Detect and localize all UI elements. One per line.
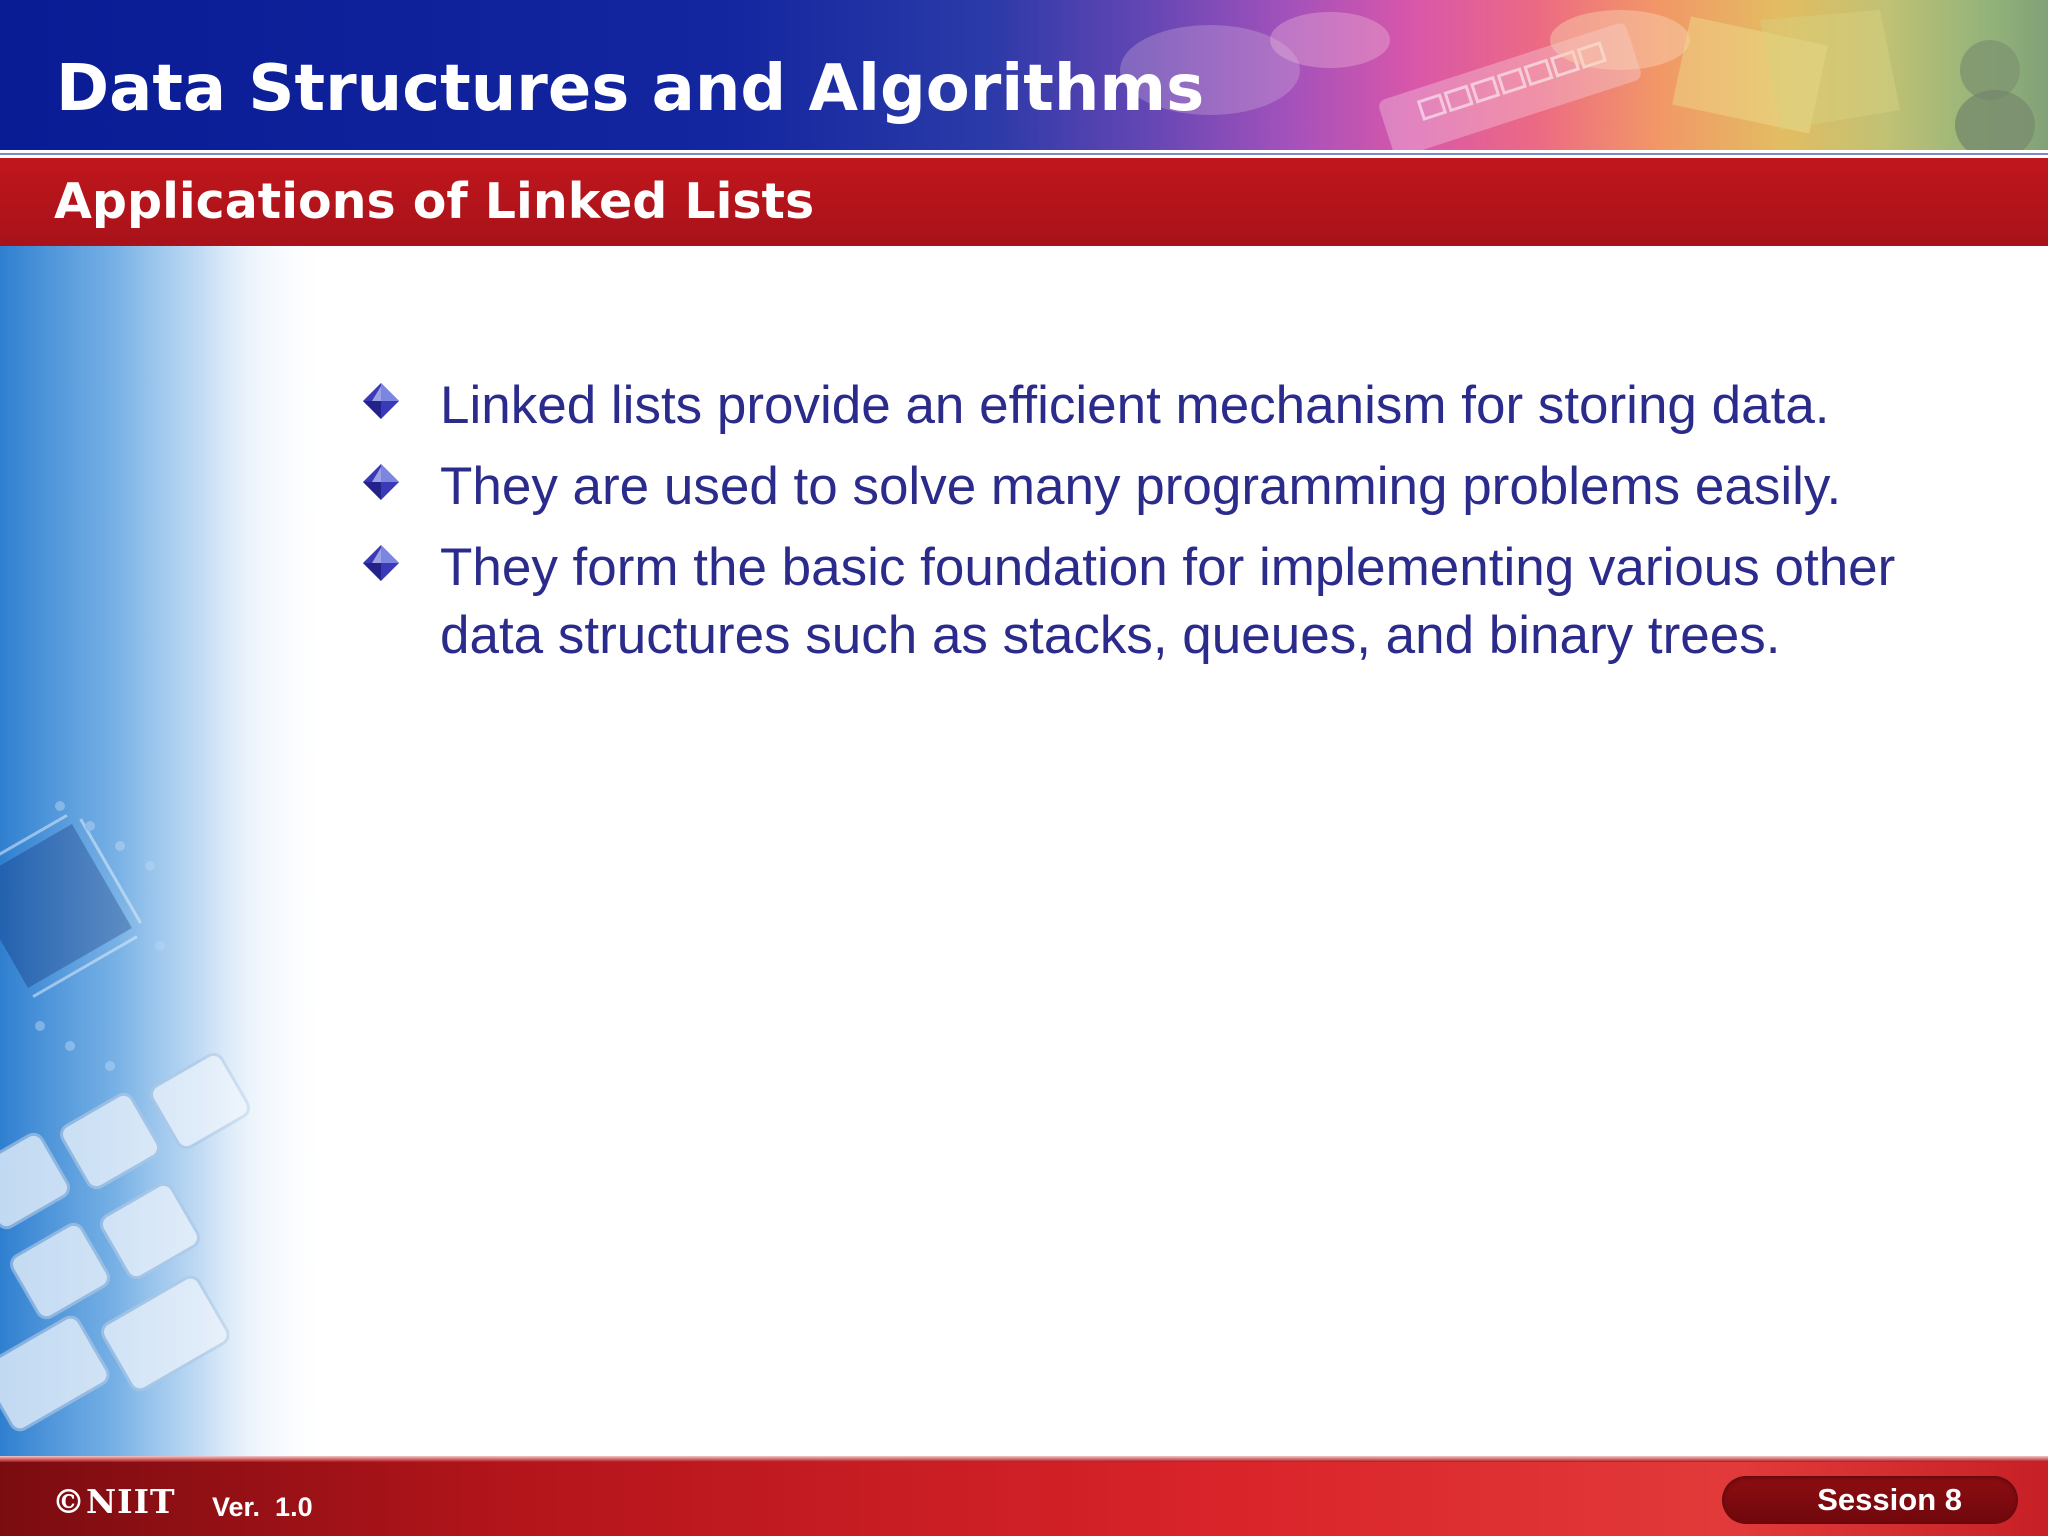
list-item	[360, 534, 2000, 670]
header-banner	[0, 0, 2048, 150]
niit-logo: ©NIIT	[52, 1482, 176, 1521]
slide-title: Data Structures and Algorithms	[56, 52, 1205, 126]
list-item	[360, 453, 2000, 521]
diamond-bullet-icon	[362, 544, 400, 582]
bullet-text: They form the basic foundation for implementing various other data structures such as stacks, queues, and binary trees.	[440, 538, 1896, 665]
footer-bar	[0, 1462, 2048, 1536]
subtitle-bar	[0, 158, 2048, 246]
bullet-text: They are used to solve many programming problems easily.	[440, 457, 1842, 516]
bullet-list	[360, 372, 2000, 683]
bullet-text: Linked lists provide an efficient mechanism for storing data.	[440, 376, 1830, 435]
list-item	[360, 372, 2000, 440]
header-divider	[0, 150, 2048, 158]
session-badge	[1722, 1476, 2018, 1524]
diamond-bullet-icon	[362, 382, 400, 420]
diamond-bullet-icon	[362, 463, 400, 501]
session-label: Session 8	[1817, 1482, 1962, 1517]
version-label: Ver. 1.0	[212, 1492, 313, 1522]
slide-subtitle: Applications of Linked Lists	[54, 173, 815, 230]
decorative-side-image	[0, 246, 330, 1462]
